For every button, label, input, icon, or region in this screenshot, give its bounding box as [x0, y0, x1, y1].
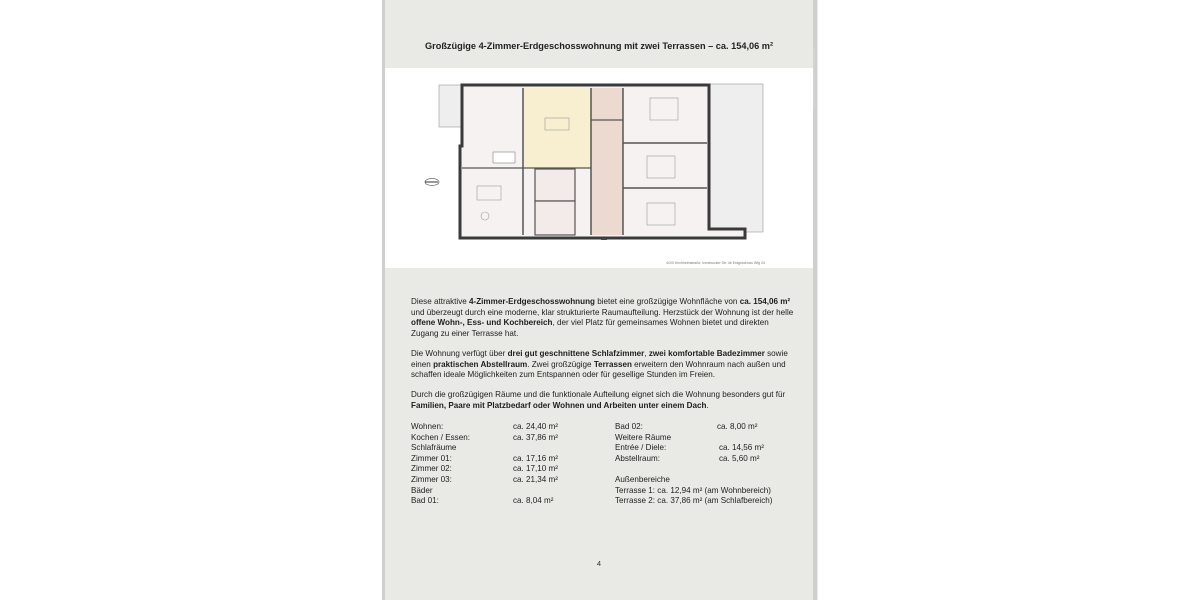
- para-bold: Familien, Paare mit Platzbedarf oder Wohnen und Arbeiten unter einem Dach: [411, 400, 707, 410]
- description-paragraph-1: [411, 297, 795, 339]
- para-text: und überzeugt durch eine moderne, klar strukturierte Raumaufteilung. Herzstück der Wohnung ist der helle: [411, 307, 794, 317]
- floor-plan-drawing: [385, 68, 813, 268]
- row-label: Bäder: [411, 485, 433, 495]
- row-label: Zimmer 03:: [411, 474, 452, 484]
- row-label: Zimmer 02:: [411, 464, 452, 474]
- row-label: Bad 01:: [411, 496, 439, 506]
- para-bold: offene Wohn-, Ess- und Kochbereich: [411, 318, 553, 328]
- floor-plan-caption: 4/2/0 Kirchheimstraße, Innsbrucker Str. 4b Erdgeschoss Wfg 24: [666, 261, 765, 265]
- row-label: Bad 02:: [615, 422, 643, 431]
- row-label: Terrasse 2: ca. 37,86 m² (am Schlafbereich): [615, 496, 773, 506]
- row-label: Wohnen:: [411, 422, 444, 431]
- para-text: , der viel Platz für gemeinsames Wohnen bietet und direkten Zugang zu einer Terrasse hat.: [411, 318, 769, 338]
- description-paragraph-2: [411, 349, 795, 381]
- row-label: Zimmer 01:: [411, 453, 452, 463]
- page-title: Großzügige 4-Zimmer-Erdgeschosswohnung mit zwei Terrassen – ca. 154,06 m²: [424, 41, 774, 51]
- row-label: Außenbereiche: [615, 474, 670, 484]
- row-label: Abstellraum:: [615, 453, 660, 463]
- para-text: .: [706, 400, 709, 410]
- row-label: Kochen / Essen:: [411, 432, 470, 442]
- table-row: [615, 496, 805, 507]
- table-row: [411, 443, 611, 454]
- table-row: [411, 422, 611, 433]
- para-text: Durch die großzügigen Räume und die funktionale Aufteilung eignet sich die Wohnung besonders gut für: [411, 390, 786, 399]
- para-bold: drei gut geschnittene Schlafzimmer: [507, 349, 645, 358]
- row-value: ca. 24,40 m²: [513, 422, 558, 431]
- table-row: [615, 422, 805, 433]
- row-value: ca. 17,10 m²: [513, 464, 558, 474]
- para-text: sowie einen: [411, 349, 788, 369]
- table-row: [411, 486, 611, 497]
- para-bold: 4-Zimmer-Erdgeschosswohnung: [469, 297, 595, 306]
- description-paragraph-3: [411, 390, 795, 411]
- para-bold: ca. 154,06 m²: [739, 297, 791, 306]
- row-value: ca. 17,16 m²: [513, 453, 558, 463]
- row-label: Weitere Räume: [615, 432, 672, 442]
- para-text: . Zwei großzügige: [527, 359, 594, 369]
- table-row: [615, 486, 805, 497]
- row-value: ca. 37,86 m²: [513, 432, 558, 442]
- table-row: [615, 454, 805, 465]
- table-row: [411, 454, 611, 465]
- para-text: Die Wohnung verfügt über: [411, 349, 508, 358]
- para-text: ,: [644, 349, 649, 358]
- para-bold: Terrassen: [593, 359, 632, 369]
- table-row: [411, 475, 611, 486]
- table-row: [411, 496, 611, 507]
- para-text: Diese attraktive: [411, 297, 470, 306]
- table-row: [411, 464, 611, 475]
- para-bold: praktischen Abstellraum: [433, 359, 528, 369]
- row-label: Entrée / Diele:: [615, 443, 667, 453]
- floor-plan: [385, 68, 813, 268]
- para-text: erweitern den Wohnraum nach außen und schaffen ideale Möglichkeiten zum Entspannen oder für gesellige Stunden im Freien.: [411, 359, 786, 380]
- table-row: [615, 433, 805, 444]
- row-value: ca. 8,04 m²: [513, 496, 554, 506]
- document-page: [385, 0, 813, 600]
- page-number: 4: [596, 559, 602, 568]
- area-table-left: [411, 422, 611, 507]
- table-row: [411, 433, 611, 444]
- para-text: bietet eine großzügige Wohnfläche von: [594, 297, 740, 306]
- row-value: ca. 8,00 m²: [717, 422, 758, 431]
- row-value: ca. 14,56 m²: [719, 443, 764, 453]
- para-bold: zwei komfortable Badezimmer: [648, 349, 765, 358]
- row-label: Schlafräume: [411, 443, 457, 453]
- table-row: [615, 464, 805, 475]
- row-label: Terrasse 1: ca. 12,94 m² (am Wohnbereich): [615, 485, 771, 495]
- table-row: [615, 475, 805, 486]
- table-row: [615, 443, 805, 454]
- area-table-right: [615, 422, 805, 507]
- row-value: ca. 5,60 m²: [719, 453, 760, 463]
- row-value: ca. 21,34 m²: [513, 474, 558, 484]
